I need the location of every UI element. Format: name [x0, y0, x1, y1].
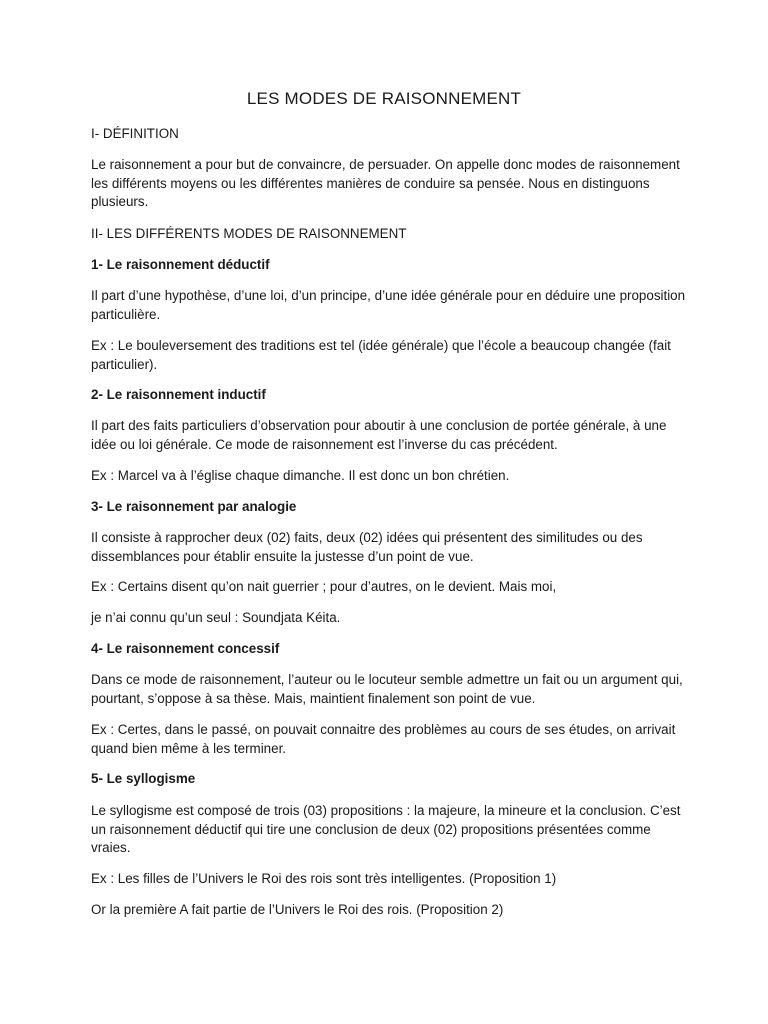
- heading-inductif: 2- Le raisonnement inductif: [91, 387, 266, 402]
- example-syllogisme-1: Ex : Les filles de l’Univers le Roi des rois sont très intelligentes. (Proposition 1): [91, 871, 557, 886]
- heading-syllogisme: 5- Le syllogisme: [91, 771, 196, 786]
- example-deductif: Ex : Le bouleversement des traditions est tel (idée générale) que l’école a beaucoup changée (fait particulier).: [91, 338, 671, 372]
- paragraph-deductif: Il part d’une hypothèse, d’une loi, d’un principe, d’une idée générale pour en déduire une proposition particulière.: [91, 288, 686, 322]
- definition-paragraph: Le raisonnement a pour but de convaincre, de persuader. On appelle donc modes de raisonnement les différents moyens ou les différentes manières de conduire sa pensée. Nous en distinguons plusieurs.: [91, 157, 680, 209]
- heading-deductif: 1- Le raisonnement déductif: [91, 257, 270, 272]
- paragraph-concessif: Dans ce mode de raisonnement, l’auteur ou le locuteur semble admettre un fait ou un argument qui, pourtant, s’oppose à sa thèse. Mais, maintient finalement son point de vue.: [91, 672, 683, 706]
- paragraph-inductif: Il part des faits particuliers d’observation pour aboutir à une conclusion de portée générale, à une idée ou loi générale. Ce mode de raisonnement est l’inverse du cas précédent.: [91, 418, 667, 452]
- example-inductif: Ex : Marcel va à l’église chaque dimanche. Il est donc un bon chrétien.: [91, 468, 510, 483]
- document-title: LES MODES DE RAISONNEMENT: [246, 89, 522, 108]
- heading-concessif: 4- Le raisonnement concessif: [91, 641, 280, 656]
- example-analogie: Ex : Certains disent qu’on nait guerrier ; pour d’autres, on le devient. Mais moi,: [91, 579, 557, 594]
- section-heading-definition: I- DÉFINITION: [91, 126, 179, 141]
- example-syllogisme-2: Or la première A fait partie de l’Univers le Roi des rois. (Proposition 2): [91, 902, 504, 917]
- paragraph-analogie: Il consiste à rapprocher deux (02) faits, deux (02) idées qui présentent des similitudes ou des dissemblances pour établir ensuite la justesse d’un point de vue.: [91, 530, 643, 564]
- paragraph-syllogisme: Le syllogisme est composé de trois (03) propositions : la majeure, la mineure et la conclusion. C’est un raisonnement déductif qui tire une conclusion de deux (02) propositions présentées comme vraies.: [91, 803, 681, 855]
- section-heading-modes: II- LES DIFFÉRENTS MODES DE RAISONNEMENT: [91, 226, 407, 241]
- example-analogie-continued: je n’ai connu qu’un seul : Soundjata Kéita.: [91, 610, 341, 625]
- example-concessif: Ex : Certes, dans le passé, on pouvait connaitre des problèmes au cours de ses études, on arrivait quand bien même à les terminer.: [91, 722, 676, 756]
- heading-analogie: 3- Le raisonnement par analogie: [91, 499, 297, 514]
